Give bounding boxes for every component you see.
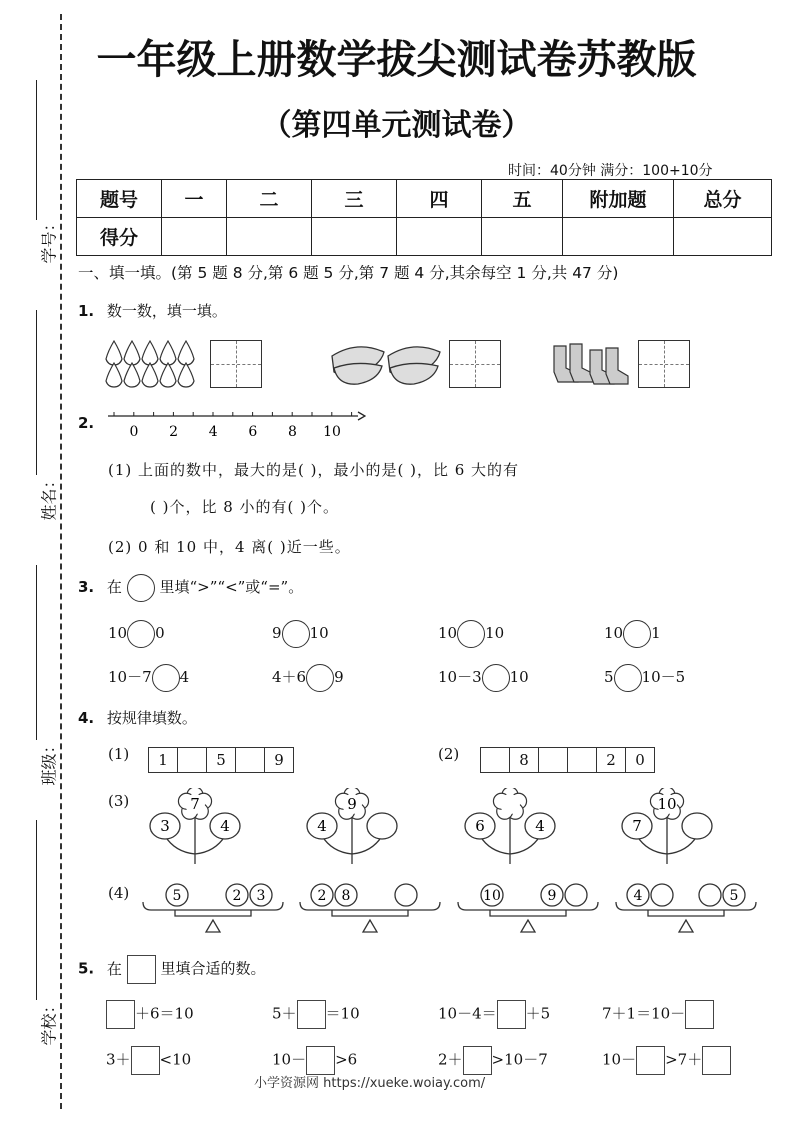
scale-stand bbox=[175, 910, 251, 916]
section-heading: 一、填一填。(第 5 题 8 分,第 6 题 5 分,第 7 题 4 分,其余每空 1 分,共 47 分) bbox=[78, 264, 619, 282]
expr-text: ＝10 bbox=[325, 1004, 360, 1023]
compare-circle[interactable] bbox=[457, 620, 485, 648]
tick-label: 8 bbox=[287, 424, 297, 440]
expr-text: >6 bbox=[335, 1050, 358, 1069]
question-number: 1. bbox=[78, 302, 95, 320]
question-number: 2. bbox=[78, 414, 95, 432]
expr-text: 10－ bbox=[272, 1050, 307, 1069]
score-header-cell: 题号 bbox=[77, 180, 162, 218]
fill-item bbox=[438, 1046, 548, 1075]
compare-circle[interactable] bbox=[306, 664, 334, 692]
compare-item bbox=[438, 620, 504, 648]
scale-fulcrum bbox=[521, 920, 535, 932]
fill-item bbox=[272, 1046, 357, 1075]
scale-fulcrum bbox=[363, 920, 377, 932]
sub-label: (3) bbox=[108, 792, 130, 810]
expr-right: 0 bbox=[155, 624, 165, 642]
compare-item bbox=[272, 664, 344, 692]
question-number: 3. bbox=[78, 578, 95, 596]
weight-number: 2 bbox=[232, 888, 242, 904]
compare-item bbox=[604, 620, 661, 648]
sequence-boxes-1 bbox=[148, 747, 294, 773]
expr-text: 5＋ bbox=[272, 1004, 297, 1023]
expr-right: 9 bbox=[334, 668, 344, 686]
weight-ball-right bbox=[565, 884, 587, 906]
compare-circle[interactable] bbox=[127, 620, 155, 648]
expr-right: 4 bbox=[179, 668, 190, 686]
sequence-cell[interactable] bbox=[481, 748, 510, 772]
answer-box[interactable] bbox=[685, 1000, 714, 1029]
leaf-right-number: 4 bbox=[220, 817, 230, 835]
expr-text: 2＋ bbox=[438, 1050, 463, 1069]
weight-number: 5 bbox=[729, 888, 739, 904]
balance-scale bbox=[616, 884, 756, 932]
answer-grid-box[interactable] bbox=[210, 340, 262, 388]
sequence-cell[interactable] bbox=[178, 748, 207, 772]
expr-left: 4＋6 bbox=[272, 668, 307, 686]
weight-number: 3 bbox=[256, 888, 266, 904]
compare-circle[interactable] bbox=[623, 620, 651, 648]
expr-left: 9 bbox=[272, 624, 282, 642]
name-label: 姓名： bbox=[39, 472, 59, 521]
score-cell[interactable] bbox=[162, 218, 227, 256]
expr-right: 10 bbox=[509, 668, 529, 686]
q2-line-3: (2) 0 和 10 中，4 离( )近一些。 bbox=[108, 538, 351, 556]
balance-scale bbox=[300, 884, 440, 932]
page-subtitle: （第四单元测试卷） bbox=[261, 108, 532, 143]
sequence-cell[interactable]: 9 bbox=[274, 751, 284, 769]
question-number: 4. bbox=[78, 709, 95, 727]
score-header-cell: 四 bbox=[397, 180, 482, 218]
weight-number: 2 bbox=[317, 888, 327, 904]
compare-item bbox=[604, 664, 685, 692]
compare-circle-sample bbox=[127, 574, 155, 602]
pears-picture bbox=[104, 337, 214, 389]
expr-text: <10 bbox=[159, 1050, 192, 1069]
weight-ball-right bbox=[699, 884, 721, 906]
compare-circle[interactable] bbox=[482, 664, 510, 692]
number-line bbox=[106, 408, 366, 442]
school-label: 学校： bbox=[39, 997, 59, 1046]
question-4 bbox=[78, 707, 197, 728]
flower bbox=[622, 788, 712, 864]
score-table bbox=[76, 179, 772, 256]
flower-top-number: 10 bbox=[657, 795, 677, 813]
answer-box-sample bbox=[127, 955, 156, 984]
expr-left: 10 bbox=[438, 624, 458, 642]
leaf-right bbox=[367, 813, 397, 839]
question-text: 在 bbox=[106, 959, 122, 978]
sequence-cell[interactable] bbox=[539, 748, 568, 772]
fill-item bbox=[438, 1000, 550, 1029]
answer-box[interactable] bbox=[306, 1046, 335, 1075]
weight-number: 5 bbox=[172, 888, 182, 904]
flower bbox=[150, 788, 240, 864]
expr-left: 10－3 bbox=[438, 668, 482, 686]
answer-box[interactable] bbox=[106, 1000, 135, 1029]
flower bbox=[307, 788, 397, 864]
score-header-cell: 三 bbox=[312, 180, 397, 218]
sub-label: (2) bbox=[438, 745, 460, 763]
score-header-cell: 附加题 bbox=[563, 180, 674, 218]
flower-center bbox=[500, 794, 520, 814]
q2-line-1: (1) 上面的数中，最大的是( )，最小的是( )，比 6 大的有 bbox=[108, 461, 520, 479]
tick-label: 0 bbox=[129, 424, 139, 440]
answer-box[interactable] bbox=[636, 1046, 665, 1075]
question-5 bbox=[78, 955, 266, 984]
score-header-cell: 一 bbox=[162, 180, 227, 218]
scale-fulcrum bbox=[679, 920, 693, 932]
compare-item bbox=[438, 664, 529, 692]
question-3 bbox=[78, 574, 303, 602]
weight-number: 8 bbox=[341, 888, 351, 904]
expr-right: 10－5 bbox=[641, 668, 686, 686]
sequence-cell[interactable] bbox=[568, 748, 597, 772]
sequence-cell[interactable]: 8 bbox=[510, 748, 539, 772]
binding-dashed-line bbox=[60, 14, 62, 1109]
score-cell[interactable] bbox=[674, 218, 772, 256]
question-1 bbox=[78, 300, 227, 321]
weight-number: 9 bbox=[547, 888, 557, 904]
question-text: 按规律填数。 bbox=[106, 709, 197, 727]
answer-box[interactable] bbox=[463, 1046, 492, 1075]
answer-box[interactable] bbox=[702, 1046, 731, 1075]
expr-right: 1 bbox=[651, 624, 661, 642]
scale-stand bbox=[648, 910, 724, 916]
flowers-figure bbox=[140, 788, 740, 868]
sequence-boxes-2 bbox=[480, 747, 655, 773]
balance-scale bbox=[143, 884, 283, 932]
compare-circle[interactable] bbox=[282, 620, 310, 648]
expr-text: ＋6＝10 bbox=[135, 1004, 194, 1023]
answer-grid-box[interactable] bbox=[449, 340, 501, 388]
score-cell[interactable] bbox=[397, 218, 482, 256]
fill-item bbox=[106, 1046, 191, 1075]
answer-grid-box[interactable] bbox=[638, 340, 690, 388]
page-title: 一年级上册数学拔尖测试卷苏教版 bbox=[96, 37, 697, 83]
socks-picture bbox=[548, 340, 633, 388]
expr-right: 10 bbox=[309, 624, 329, 642]
score-cell[interactable] bbox=[227, 218, 312, 256]
flower bbox=[465, 788, 555, 864]
flower-top-number: 7 bbox=[190, 795, 200, 813]
answer-box[interactable] bbox=[297, 1000, 326, 1029]
leaf-left-number: 4 bbox=[317, 817, 327, 835]
q2-line-2: ( )个，比 8 小的有( )个。 bbox=[150, 498, 340, 516]
compare-item bbox=[108, 620, 165, 648]
flower-top-number: 9 bbox=[347, 795, 357, 813]
score-header-cell: 总分 bbox=[674, 180, 772, 218]
expr-text: ＋5 bbox=[525, 1004, 551, 1023]
fill-item bbox=[602, 1046, 731, 1075]
student-id-label: 学号： bbox=[39, 215, 59, 264]
expr-text: >10－7 bbox=[491, 1050, 548, 1069]
question-text: 在 bbox=[106, 578, 122, 596]
answer-box[interactable] bbox=[497, 1000, 526, 1029]
school-line bbox=[36, 820, 37, 1000]
weight-number: 10 bbox=[483, 888, 501, 904]
fill-item bbox=[602, 1000, 714, 1029]
score-header-cell: 二 bbox=[227, 180, 312, 218]
sequence-cell[interactable]: 0 bbox=[635, 751, 645, 769]
compare-item bbox=[108, 664, 189, 692]
leaf-left-number: 7 bbox=[632, 817, 642, 835]
score-cell[interactable] bbox=[482, 218, 563, 256]
weight-ball-left bbox=[651, 884, 673, 906]
scale-fulcrum bbox=[206, 920, 220, 932]
score-row-label: 得分 bbox=[77, 218, 162, 256]
score-cell[interactable] bbox=[312, 218, 397, 256]
leaf-right bbox=[682, 813, 712, 839]
weight-ball-right bbox=[395, 884, 417, 906]
scale-stand bbox=[332, 910, 408, 916]
weight-number: 4 bbox=[633, 888, 643, 904]
class-label: 班级： bbox=[39, 737, 59, 786]
leaf-left-number: 6 bbox=[475, 817, 485, 835]
expr-right: 10 bbox=[485, 624, 505, 642]
sub-label: (4) bbox=[108, 884, 130, 902]
expr-text: 10－ bbox=[602, 1050, 637, 1069]
question-text: 里填合适的数。 bbox=[160, 959, 266, 978]
expr-text: 10－4＝ bbox=[438, 1004, 497, 1023]
expr-left: 10 bbox=[108, 624, 128, 642]
compare-circle[interactable] bbox=[614, 664, 642, 692]
bananas-picture bbox=[328, 338, 443, 390]
balance-scales-figure bbox=[138, 880, 778, 936]
fill-item bbox=[272, 1000, 360, 1029]
expr-text: 3＋ bbox=[106, 1050, 131, 1069]
scale-stand bbox=[490, 910, 566, 916]
tick-label: 2 bbox=[169, 424, 179, 440]
sequence-cell[interactable]: 1 bbox=[149, 748, 178, 772]
tick-label: 4 bbox=[208, 424, 218, 440]
expr-text: 7＋1＝10－ bbox=[602, 1004, 686, 1023]
fill-item bbox=[106, 1000, 194, 1029]
expr-left: 10 bbox=[604, 624, 624, 642]
expr-left: 5 bbox=[604, 668, 614, 686]
time-info: 时间：40分钟 满分：100+10分 bbox=[508, 163, 713, 179]
expr-left: 10－7 bbox=[108, 668, 152, 686]
sequence-cell[interactable] bbox=[236, 748, 265, 772]
score-header-cell: 五 bbox=[482, 180, 563, 218]
balance-scale bbox=[458, 884, 598, 932]
name-line bbox=[36, 310, 37, 475]
question-text: 里填“>”“<”或“=”。 bbox=[159, 578, 304, 596]
watermark-text: 小学资源网 https://xueke.woiay.com/ bbox=[254, 1076, 486, 1091]
sequence-cell[interactable]: 2 bbox=[597, 748, 626, 772]
compare-item bbox=[272, 620, 329, 648]
tick-label: 10 bbox=[323, 424, 341, 440]
leaf-left-number: 3 bbox=[160, 817, 170, 835]
answer-box[interactable] bbox=[131, 1046, 160, 1075]
question-number: 5. bbox=[78, 959, 95, 978]
question-text: 数一数，填一填。 bbox=[106, 302, 227, 320]
sub-label: (1) bbox=[108, 745, 130, 763]
class-line bbox=[36, 565, 37, 740]
compare-circle[interactable] bbox=[152, 664, 180, 692]
leaf-right-number: 4 bbox=[535, 817, 545, 835]
sequence-cell[interactable]: 5 bbox=[207, 748, 236, 772]
expr-text: >7＋ bbox=[665, 1050, 703, 1069]
score-cell[interactable] bbox=[563, 218, 674, 256]
tick-label: 6 bbox=[248, 424, 258, 440]
